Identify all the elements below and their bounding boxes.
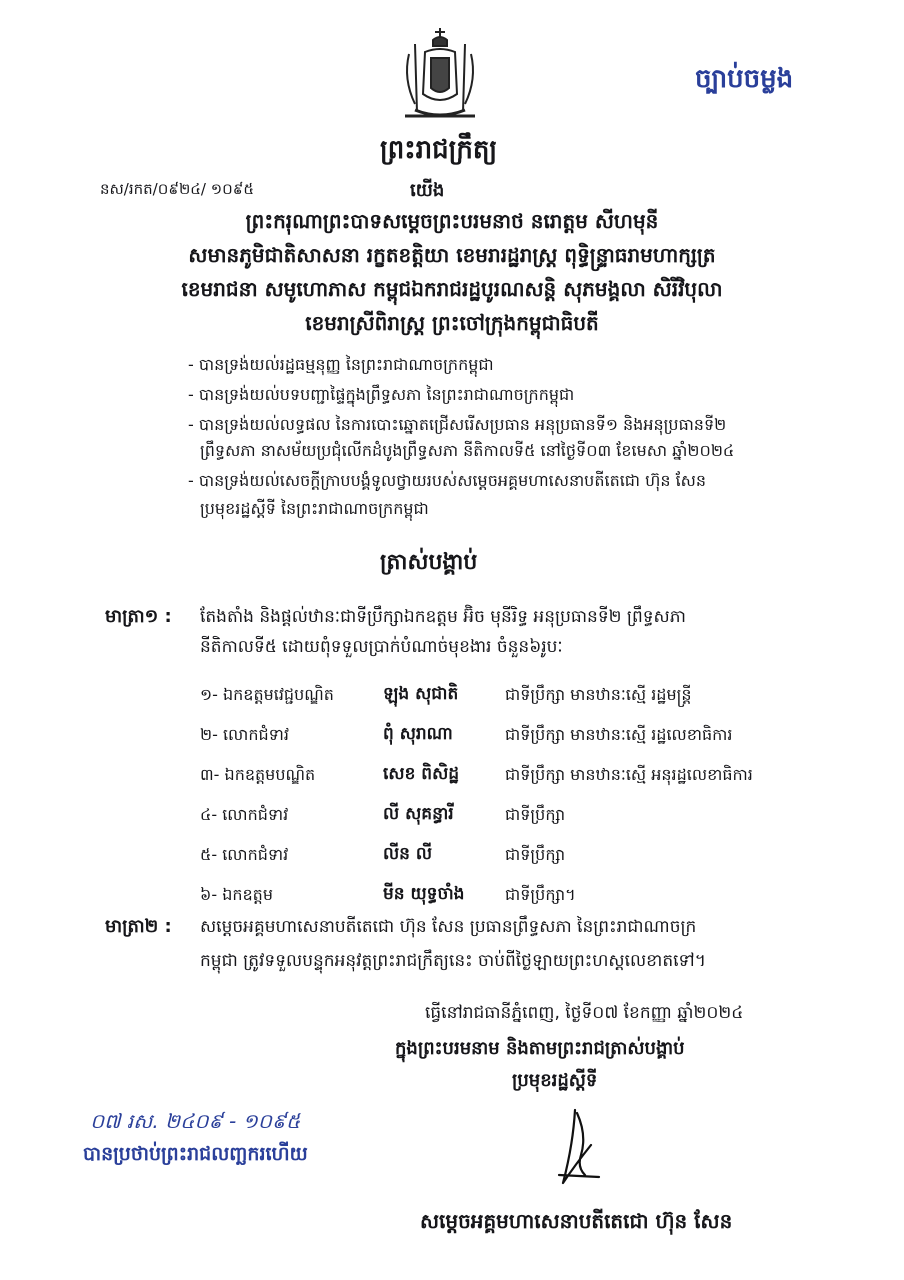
- article-2-text-continuation: កម្ពុជា ត្រូវទទួលបន្ទុកអនុវត្តព្រះរាជក្រឹត្យនេះ ចាប់ពីថ្ងៃឡាយព្រះហស្តលេខាតទៅ។: [200, 951, 706, 971]
- preamble-item-continuation: ប្រមុខរដ្ឋស្តីទី នៃព្រះរាជាណាចក្រកម្ពុជា: [200, 499, 429, 518]
- article-2-text: សម្តេចអគ្គមហាសេនាបតីតេជោ ហ៊ុន សែន ប្រធានព្រឹទ្ធសភា នៃព្រះរាជាណាចក្រ: [200, 917, 697, 937]
- article-1-text: តែងតាំង និងផ្តល់ឋានៈជាទីប្រឹក្សាឯកឧត្តម អ៊ិច មុនីរិទ្ធ អនុប្រធានទី២ ព្រឹទ្ធសភា: [200, 607, 686, 627]
- appointee-number: ៥- លោកជំទាវ: [200, 845, 289, 864]
- seal-stamp: បានប្រថាប់ព្រះរាជលញ្ឆករហើយ: [83, 1143, 308, 1165]
- appointee-name: លីន លី: [383, 844, 433, 864]
- appointee-name: មីន យុទ្ធចាំង: [383, 884, 465, 904]
- preamble-item: - បានទ្រង់យល់សេចក្តីក្រាបបង្គំទូលថ្វាយរបស់សម្តេចអគ្គមហាសេនាបតីតេជោ ហ៊ុន សែន: [188, 471, 707, 490]
- signer-name: សម្តេចអគ្គមហាសេនាបតីតេជោ ហ៊ុន សែន: [420, 1209, 733, 1233]
- appointee-role: ជាទីប្រឹក្សា មានឋានៈស្មើ រដ្ឋមន្ត្រី: [505, 685, 692, 704]
- handwritten-registration-note: ០៧ រស. ២៤០៩ - ១០៩៥: [90, 1109, 301, 1133]
- appointee-name: សេខ ពិសិដ្ឋ: [383, 764, 460, 784]
- handwritten-signature-icon: [555, 1105, 605, 1190]
- preamble-item: - បានទ្រង់យល់រដ្ឋធម្មនុញ្ញ នៃព្រះរាជាណាចក្រកម្ពុជា: [188, 355, 494, 374]
- decree-title: ព្រះរាជក្រឹត្យ: [380, 135, 498, 165]
- appointee-number: ៣- ឯកឧត្តមបណ្ឌិត: [200, 765, 316, 784]
- king-title-line-3: ខេមរាជនា សមូហោភាស កម្ពុជឯករាជរដ្ឋបូរណសន្តិ សុភមង្គលា សិរីវិបុលា: [181, 277, 723, 301]
- appointee-role: ជាទីប្រឹក្សា មានឋានៈស្មើ អនុរដ្ឋលេខាធិការ: [505, 765, 753, 784]
- appointee-role: ជាទីប្រឹក្សា: [505, 805, 566, 824]
- article-1-label: មាត្រា១ :: [105, 606, 172, 627]
- appointee-name: ពុំ សុរាណា: [383, 724, 453, 744]
- king-title-line-1: ព្រះករុណាព្រះបាទសម្តេចព្រះបរមនាថ នរោត្តម សីហមុនី: [245, 209, 659, 233]
- preamble-item-continuation: ព្រឹទ្ធសភា នាសម័យប្រជុំលើកដំបូងព្រឹទ្ធសភា នីតិកាលទី៥ នៅថ្ងៃទី០៣ ខែមេសា ឆ្នាំ២០២៤: [200, 441, 735, 460]
- appointee-number: ២- លោកជំទាវ: [200, 725, 289, 744]
- section-title: ត្រាស់បង្គាប់: [380, 550, 478, 575]
- decree-number: នស/រកត/០៩២៤/ ១០៩៥: [100, 180, 254, 198]
- appointee-number: ៤- លោកជំទាវ: [200, 805, 289, 824]
- royal-coat-of-arms-icon: [395, 24, 485, 124]
- head-of-state-title: ប្រមុខរដ្ឋស្តីទី: [512, 1070, 598, 1091]
- king-title-line-4: ខេមរាស្រីពិរាស្ត្រ ព្រះចៅក្រុងកម្ពុជាធិបតី: [305, 311, 599, 335]
- appointee-role: ជាទីប្រឹក្សា: [505, 845, 566, 864]
- preamble-item: - បានទ្រង់យល់បទបញ្ជាផ្ទៃក្នុងព្រឹទ្ធសភា នៃព្រះរាជាណាចក្រកម្ពុជា: [188, 385, 575, 404]
- appointee-number: ១- ឯកឧត្តមវេជ្ជបណ្ឌិត: [200, 685, 334, 704]
- appointee-number: ៦- ឯកឧត្តម: [200, 885, 273, 904]
- article-2-label: មាត្រា២ :: [105, 916, 172, 937]
- appointee-name: ឡុង សុជាតិ: [383, 684, 459, 704]
- king-title-line-2: សមានភូមិជាតិសាសនា រក្ខតខត្តិយា ខេមរារដ្ឋរាស្ត្រ ពុទ្ធិន្ទ្រាធរាមហាក្សត្រ: [188, 243, 716, 267]
- on-behalf-line: ក្នុងព្រះបរមនាម និងតាមព្រះរាជត្រាស់បង្គាប់: [395, 1038, 685, 1059]
- copy-stamp: ច្បាប់ចម្លង: [695, 64, 794, 94]
- appointee-name: លី សុគន្ធារី: [383, 804, 454, 824]
- place-and-date: ធ្វើនៅរាជធានីភ្នំពេញ, ថ្ងៃទី០៧ ខែកញ្ញា ឆ្នាំ២០២៤: [425, 1003, 744, 1023]
- preamble-item: - បានទ្រង់យល់លទ្ធផល នៃការបោះឆ្នោតជ្រើសរើសប្រធាន អនុប្រធានទី១ និងអនុប្រធានទី២: [188, 415, 727, 434]
- appointee-role: ជាទីប្រឹក្សា មានឋានៈស្មើ រដ្ឋលេខាធិការ: [505, 725, 733, 744]
- article-1-text-continuation: នីតិកាលទី៥ ដោយពុំទទួលប្រាក់បំណាច់មុខងារ ចំនួន៦រូបៈ: [200, 637, 563, 657]
- yeung-heading: យើង: [410, 180, 445, 201]
- appointee-role: ជាទីប្រឹក្សា។: [505, 885, 576, 904]
